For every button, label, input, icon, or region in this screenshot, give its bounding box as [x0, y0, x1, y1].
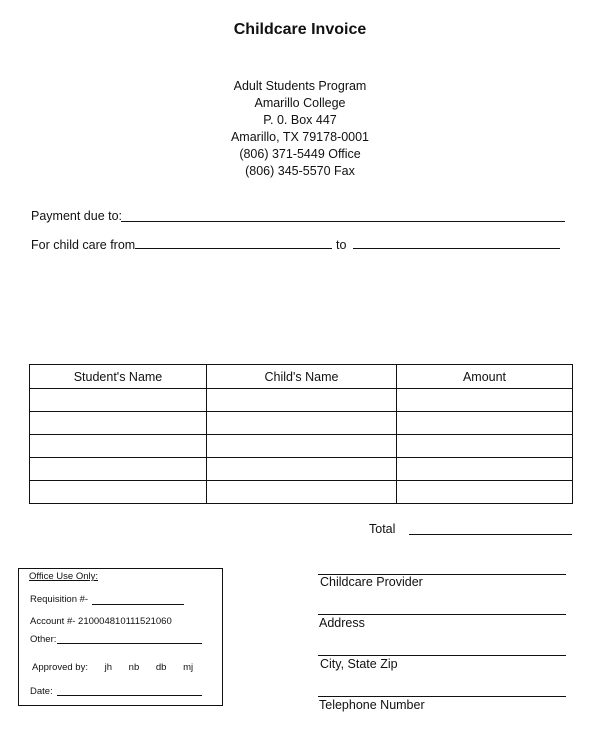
table-header-row: [30, 365, 573, 389]
provider-name-label: Childcare Provider: [320, 575, 423, 589]
approver-initials: nb: [128, 662, 140, 673]
table-row: [30, 458, 573, 481]
date-label: Date:: [30, 686, 53, 697]
provider-city-field[interactable]: [318, 655, 566, 656]
child-name-cell[interactable]: [207, 389, 397, 412]
child-name-cell[interactable]: [207, 458, 397, 481]
student-name-cell[interactable]: [30, 435, 207, 458]
date-field[interactable]: [57, 695, 202, 696]
care-to-date-field[interactable]: [353, 248, 560, 249]
address-line: (806) 345-5570 Fax: [245, 164, 355, 178]
provider-telephone-label: Telephone Number: [319, 698, 425, 712]
table-row: [30, 389, 573, 412]
student-name-cell[interactable]: [30, 481, 207, 504]
address-line: Adult Students Program: [233, 79, 367, 93]
student-name-cell[interactable]: [30, 458, 207, 481]
care-from-date-field[interactable]: [135, 248, 332, 249]
office-use-heading: Office Use Only:: [29, 571, 98, 582]
other-label: Other:: [30, 634, 57, 645]
total-field[interactable]: [409, 534, 572, 535]
table-row: [30, 412, 573, 435]
amount-cell[interactable]: [397, 412, 573, 435]
approver-initials: db: [155, 662, 167, 673]
invoice-title: Childcare Invoice: [233, 21, 367, 38]
approver-initials: mj: [183, 662, 194, 673]
payment-due-field[interactable]: [121, 221, 565, 222]
organization-address: [0, 78, 600, 180]
office-use-box: [18, 568, 223, 706]
provider-city-label: City, State Zip: [320, 657, 398, 671]
requisition-field[interactable]: [92, 604, 184, 605]
invoice-table: [29, 364, 573, 504]
child-name-cell[interactable]: [207, 412, 397, 435]
approved-by-row: [32, 662, 207, 673]
account-number: Account #- 210004810111521060: [30, 616, 172, 627]
address-line: Amarillo, TX 79178-0001: [230, 130, 370, 144]
table-row: [30, 481, 573, 504]
column-header-student-name: Student's Name: [30, 365, 207, 389]
address-line: (806) 371-5449 Office: [239, 147, 361, 161]
payment-due-label: Payment due to:: [31, 209, 123, 223]
approver-initials: jh: [104, 662, 113, 673]
column-header-child-name: Child's Name: [207, 365, 397, 389]
provider-address-label: Address: [319, 616, 365, 630]
provider-telephone-field[interactable]: [318, 696, 566, 697]
student-name-cell[interactable]: [30, 389, 207, 412]
provider-address-field[interactable]: [318, 614, 566, 615]
amount-cell[interactable]: [397, 481, 573, 504]
amount-cell[interactable]: [397, 435, 573, 458]
amount-cell[interactable]: [397, 458, 573, 481]
requisition-label: Requisition #-: [30, 594, 89, 605]
total-label: Total: [369, 522, 396, 536]
address-line: P. 0. Box 447: [263, 113, 337, 127]
amount-cell[interactable]: [397, 389, 573, 412]
column-header-amount: Amount: [397, 365, 573, 389]
to-label: to: [336, 238, 347, 252]
table-row: [30, 435, 573, 458]
child-name-cell[interactable]: [207, 481, 397, 504]
approved-by-label: Approved by:: [32, 662, 88, 673]
other-field[interactable]: [57, 643, 202, 644]
student-name-cell[interactable]: [30, 412, 207, 435]
child-care-from-label: For child care from: [31, 238, 136, 252]
child-name-cell[interactable]: [207, 435, 397, 458]
address-line: Amarillo College: [254, 96, 346, 110]
